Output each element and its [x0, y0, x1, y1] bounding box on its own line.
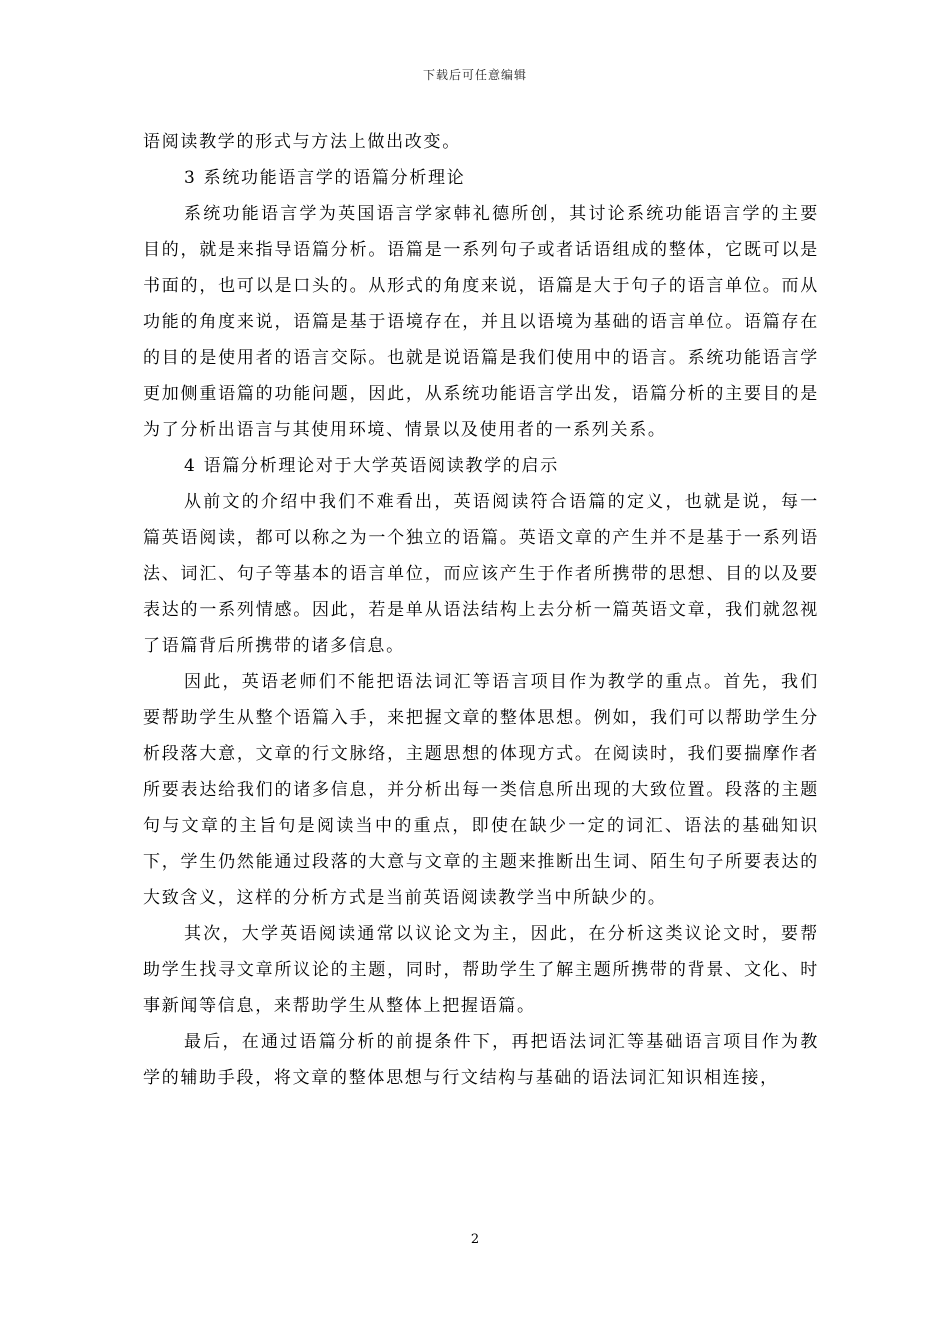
- section-heading-4: 4 语篇分析理论对于大学英语阅读教学的启示: [184, 456, 559, 476]
- page-number: 2: [470, 1232, 480, 1247]
- paragraph: 系统功能语言学为英国语言学家韩礼德所创，其讨论系统功能语言学的主要目的，就是来指导语篇分析。语篇是一系列句子或者话语组成的整体，它既可以是书面的，也可以是口头的。从形式的角度来说，语篇是大于句子的语言单位。而从功能的角度来说，语篇是基于语境存在，并且以语境为基础的语言单位。语篇存在的目的是使用者的语言交际。也就是说语篇是我们使用中的语言。系统功能语言学更加侧重语篇的功能问题，因此，从系统功能语言学出发，语篇分析的主要目的是为了分析出语言与其使用环境、情景以及使用者的一系列关系。: [143, 204, 819, 440]
- section-heading-3: 3 系统功能语言学的语篇分析理论: [184, 168, 466, 188]
- paragraph-continuation: 语阅读教学的形式与方法上做出改变。: [143, 132, 461, 152]
- paragraph: 其次，大学英语阅读通常以议论文为主，因此，在分析这类议论文时，要帮助学生找寻文章所议论的主题，同时，帮助学生了解主题所携带的背景、文化、时事新闻等信息，来帮助学生从整体上把握语篇。: [143, 924, 819, 1016]
- paragraph: 因此，英语老师们不能把语法词汇等语言项目作为教学的重点。首先，我们要帮助学生从整个语篇入手，来把握文章的整体思想。例如，我们可以帮助学生分析段落大意，文章的行文脉络，主题思想的体现方式。在阅读时，我们要揣摩作者所要表达给我们的诸多信息，并分析出每一类信息所出现的大致位置。段落的主题句与文章的主旨句是阅读当中的重点，即使在缺少一定的词汇、语法的基础知识下，学生仍然能通过段落的大意与文章的主题来推断出生词、陌生句子所要表达的大致含义，这样的分析方式是当前英语阅读教学当中所缺少的。: [143, 672, 819, 908]
- page-header: 下载后可任意编辑: [422, 68, 527, 82]
- paragraph: 最后，在通过语篇分析的前提条件下，再把语法词汇等基础语言项目作为教学的辅助手段，将文章的整体思想与行文结构与基础的语法词汇知识相连接，: [143, 1032, 819, 1088]
- document-body: [143, 124, 819, 1096]
- paragraph: 从前文的介绍中我们不难看出，英语阅读符合语篇的定义，也就是说，每一篇英语阅读，都可以称之为一个独立的语篇。英语文章的产生并不是基于一系列语法、词汇、句子等基本的语言单位，而应该产生于作者所携带的思想、目的以及要表达的一系列情感。因此，若是单从语法结构上去分析一篇英语文章，我们就忽视了语篇背后所携带的诸多信息。: [143, 492, 819, 656]
